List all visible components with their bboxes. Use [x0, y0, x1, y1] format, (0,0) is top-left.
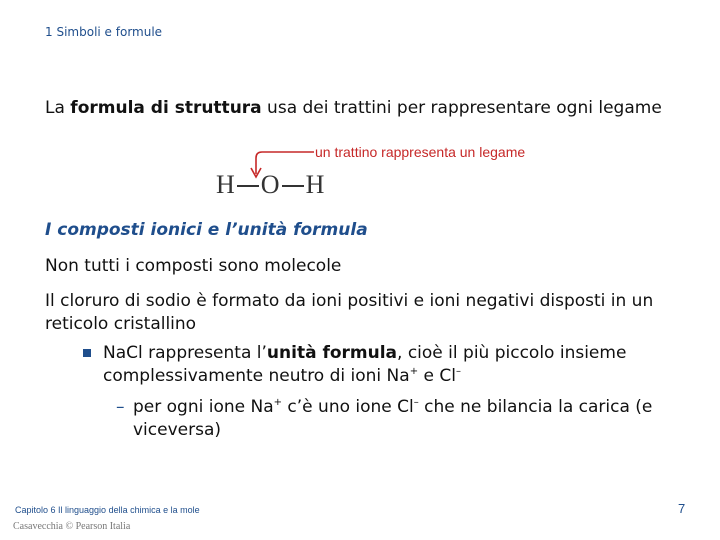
- text-segment: usa dei trattini per rappresentare ogni legame: [261, 98, 662, 118]
- footer-chapter: Capitolo 6 Il linguaggio della chimica e la mole: [15, 505, 200, 515]
- chapter-header: [45, 25, 162, 39]
- paragraph-structural-formula: [45, 96, 685, 120]
- text-segment: NaCl rappresenta l’: [103, 343, 267, 363]
- bullet-text: [103, 342, 673, 388]
- page-number: 7: [678, 501, 686, 516]
- figure-annotation: un trattino rappresenta un legame: [315, 144, 526, 160]
- bond-dash: [237, 185, 259, 187]
- sub-bullet-text: [133, 396, 673, 442]
- bond-dash: [282, 185, 304, 187]
- text-segment: c’è uno ione Cl: [282, 397, 414, 417]
- charge-superscript: –: [413, 397, 419, 408]
- atom-h2: H: [305, 170, 325, 199]
- bold-term: formula di struttura: [70, 98, 262, 118]
- atom-h1: H: [216, 170, 235, 199]
- bold-term: unità formula: [266, 343, 398, 363]
- text-segment: , cioè il più piccolo insieme complessivamente neutro di ioni Na: [103, 343, 627, 386]
- text-segment: che ne bilancia la carica (e viceversa): [133, 397, 653, 440]
- paragraph-not-molecules: Non tutti i composti sono molecole: [45, 256, 342, 276]
- paragraph-sodium-chloride: Il cloruro di sodio è formato da ioni positivi e ioni negativi disposti in un reticolo cristallino: [45, 291, 654, 334]
- atom-o: O: [260, 170, 280, 199]
- charge-superscript: +: [273, 397, 283, 408]
- chapter-number: 1: [45, 25, 53, 39]
- charge-superscript: –: [455, 366, 461, 377]
- footer-copyright: Casavecchia © Pearson Italia: [13, 521, 131, 532]
- text-segment: e Cl: [418, 366, 456, 386]
- text-segment: per ogni ione Na: [133, 397, 274, 417]
- text-segment: La: [45, 98, 71, 118]
- charge-superscript: +: [409, 366, 419, 377]
- dash-bullet: –: [116, 397, 125, 417]
- bullet-square-icon: [83, 349, 91, 357]
- water-structural-formula: [216, 170, 324, 200]
- section-heading: I composti ionici e l’unità formula: [45, 220, 368, 240]
- chapter-title: Simboli e formule: [56, 25, 163, 39]
